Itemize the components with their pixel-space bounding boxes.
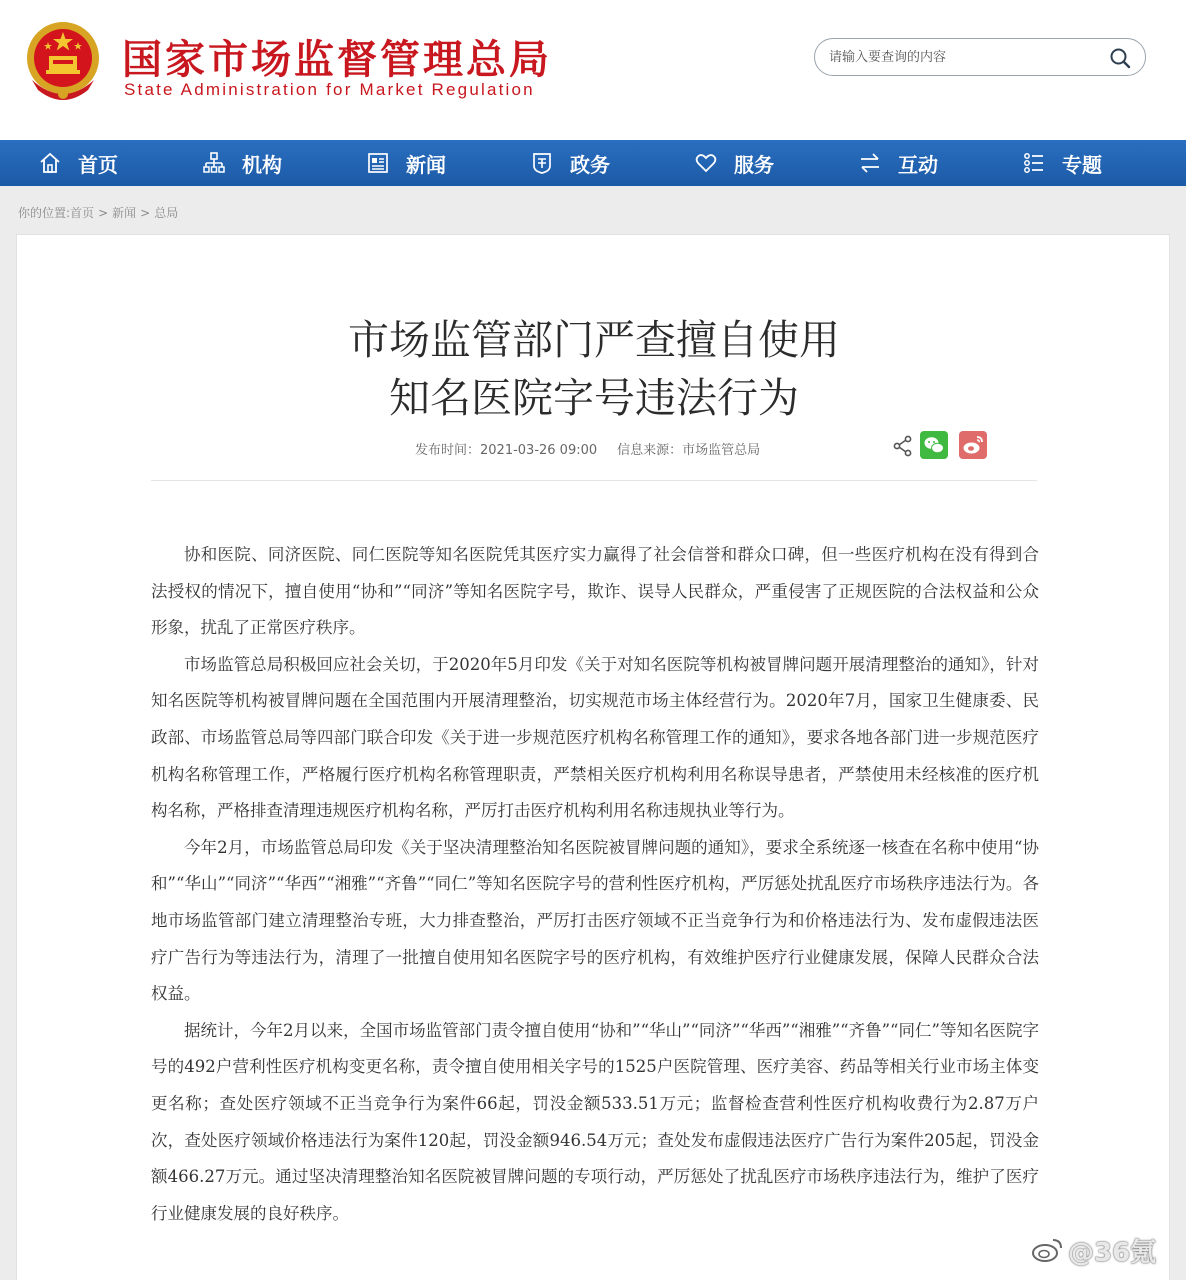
search-box bbox=[814, 38, 1146, 76]
nav-label: 首页 bbox=[78, 152, 118, 177]
nav-label: 互动 bbox=[898, 152, 938, 177]
info-source: 信息来源：市场监管总局 bbox=[617, 443, 761, 458]
breadcrumb-home[interactable]: 首页 bbox=[70, 206, 95, 220]
search-input[interactable] bbox=[829, 46, 1099, 68]
breadcrumb-news[interactable]: 新闻 bbox=[112, 206, 137, 220]
nav-label: 服务 bbox=[734, 152, 774, 177]
article-title-line2: 知名医院字号违法行为 bbox=[389, 374, 799, 422]
breadcrumb-prefix: 你的位置: bbox=[18, 206, 71, 220]
wechat-icon[interactable] bbox=[920, 431, 948, 459]
nav-item-service[interactable] bbox=[656, 140, 820, 186]
home-icon bbox=[38, 151, 62, 175]
topic-icon bbox=[1022, 151, 1046, 175]
breadcrumb-separator: > bbox=[140, 206, 151, 220]
nav-label: 机构 bbox=[242, 152, 282, 177]
article-paragraph: 据统计，今年2月以来，全国市场监管部门责令擅自使用“协和”“华山”“同济”“华西”“湘雅”“齐鲁”“同仁”等知名医院字号的492户营利性医疗机构变更名称，责令擅自使用相关字号的1525户医院管理、医疗美容、药品等相关行业市场主体变更名称；查处医疗领域不正当竞争行为案件66起，罚没金额533.51万元；监督检查营利性医疗机构收费行为2.87万户次，查处医疗领域价格违法行为案件120起，罚没金额946.54万元；查处发布虚假违法医疗广告行为案件205起，罚没金额466.27万元。通过坚决清理整治知名医院被冒牌问题的专项行动，严厉惩处了扰乱医疗市场秩序违法行为，维护了医疗行业健康发展的良好秩序。 bbox=[151, 1020, 1039, 1223]
site-title: 国家市场监督管理总局 bbox=[122, 36, 552, 83]
article-body bbox=[151, 537, 1039, 1232]
article-title-line1: 市场监管部门严查擅自使用 bbox=[348, 316, 840, 364]
share-icon[interactable] bbox=[893, 435, 913, 457]
breadcrumb-samr[interactable]: 总局 bbox=[154, 206, 179, 220]
main-nav bbox=[0, 140, 1186, 186]
weibo-logo-icon bbox=[1030, 1236, 1064, 1264]
nav-label: 新闻 bbox=[406, 152, 446, 177]
gov-icon bbox=[530, 151, 554, 175]
national-emblem-logo[interactable] bbox=[22, 18, 104, 106]
weibo-watermark bbox=[1030, 1232, 1156, 1268]
article-paragraph: 市场监管总局积极回应社会关切，于2020年5月印发《关于对知名医院等机构被冒牌问题开展清理整治的通知》，针对知名医院等机构被冒牌问题在全国范围内开展清理整治，切实规范市场主体经营行为。2020年7月，国家卫生健康委、民政部、市场监管总局等四部门联合印发《关于进一步规范医疗机构名称管理工作的通知》，要求各地各部门进一步规范医疗机构名称管理工作，严格履行医疗机构名称管理职责，严禁相关医疗机构利用名称误导患者，严禁使用未经核准的医疗机构名称，严格排查清理违规医疗机构名称，严厉打击医疗机构利用名称违规执业等行为。 bbox=[151, 654, 1039, 821]
nav-item-topic[interactable] bbox=[984, 140, 1148, 186]
nav-item-org[interactable] bbox=[164, 140, 328, 186]
meta-divider bbox=[151, 480, 1037, 481]
news-icon bbox=[366, 151, 390, 175]
article-title bbox=[17, 311, 1171, 427]
nav-item-interact[interactable] bbox=[820, 140, 984, 186]
article-meta bbox=[415, 439, 760, 458]
org-icon bbox=[202, 151, 226, 175]
nav-label: 专题 bbox=[1062, 152, 1102, 177]
search-icon[interactable] bbox=[1109, 47, 1131, 69]
breadcrumb-separator: > bbox=[98, 206, 109, 220]
nav-item-home[interactable] bbox=[0, 140, 164, 186]
exchange-icon bbox=[858, 151, 882, 175]
article-paragraph: 今年2月，市场监管总局印发《关于坚决清理整治知名医院被冒牌问题的通知》，要求全系统逐一核查在名称中使用“协和”“华山”“同济”“华西”“湘雅”“齐鲁”“同仁”等知名医院字号的营利性医疗机构，严厉惩处扰乱医疗市场秩序违法行为。各地市场监管部门建立清理整治专班，大力排查整治，严厉打击医疗领域不正当竞争行为和价格违法行为、发布虚假违法医疗广告行为等违法行为，清理了一批擅自使用知名医院字号的医疗机构，有效维护医疗行业健康发展，保障人民群众合法权益。 bbox=[151, 837, 1039, 1004]
breadcrumb bbox=[18, 204, 178, 221]
article-card bbox=[16, 234, 1170, 1280]
site-header bbox=[0, 0, 1186, 140]
watermark-text: @36氪 bbox=[1068, 1237, 1157, 1268]
article-paragraph: 协和医院、同济医院、同仁医院等知名医院凭其医疗实力赢得了社会信誉和群众口碑，但一些医疗机构在没有得到合法授权的情况下，擅自使用“协和”“同济”等知名医院字号，欺诈、误导人民群众，严重侵害了正规医院的合法权益和公众形象，扰乱了正常医疗秩序。 bbox=[151, 545, 1039, 638]
nav-label: 政务 bbox=[570, 152, 610, 177]
nav-item-gov[interactable] bbox=[492, 140, 656, 186]
weibo-icon[interactable] bbox=[959, 431, 987, 459]
nav-item-news[interactable] bbox=[328, 140, 492, 186]
site-subtitle: State Administration for Market Regulation bbox=[124, 80, 535, 99]
publish-time: 发布时间：2021-03-26 09:00 bbox=[415, 443, 598, 458]
heart-icon bbox=[694, 151, 718, 175]
